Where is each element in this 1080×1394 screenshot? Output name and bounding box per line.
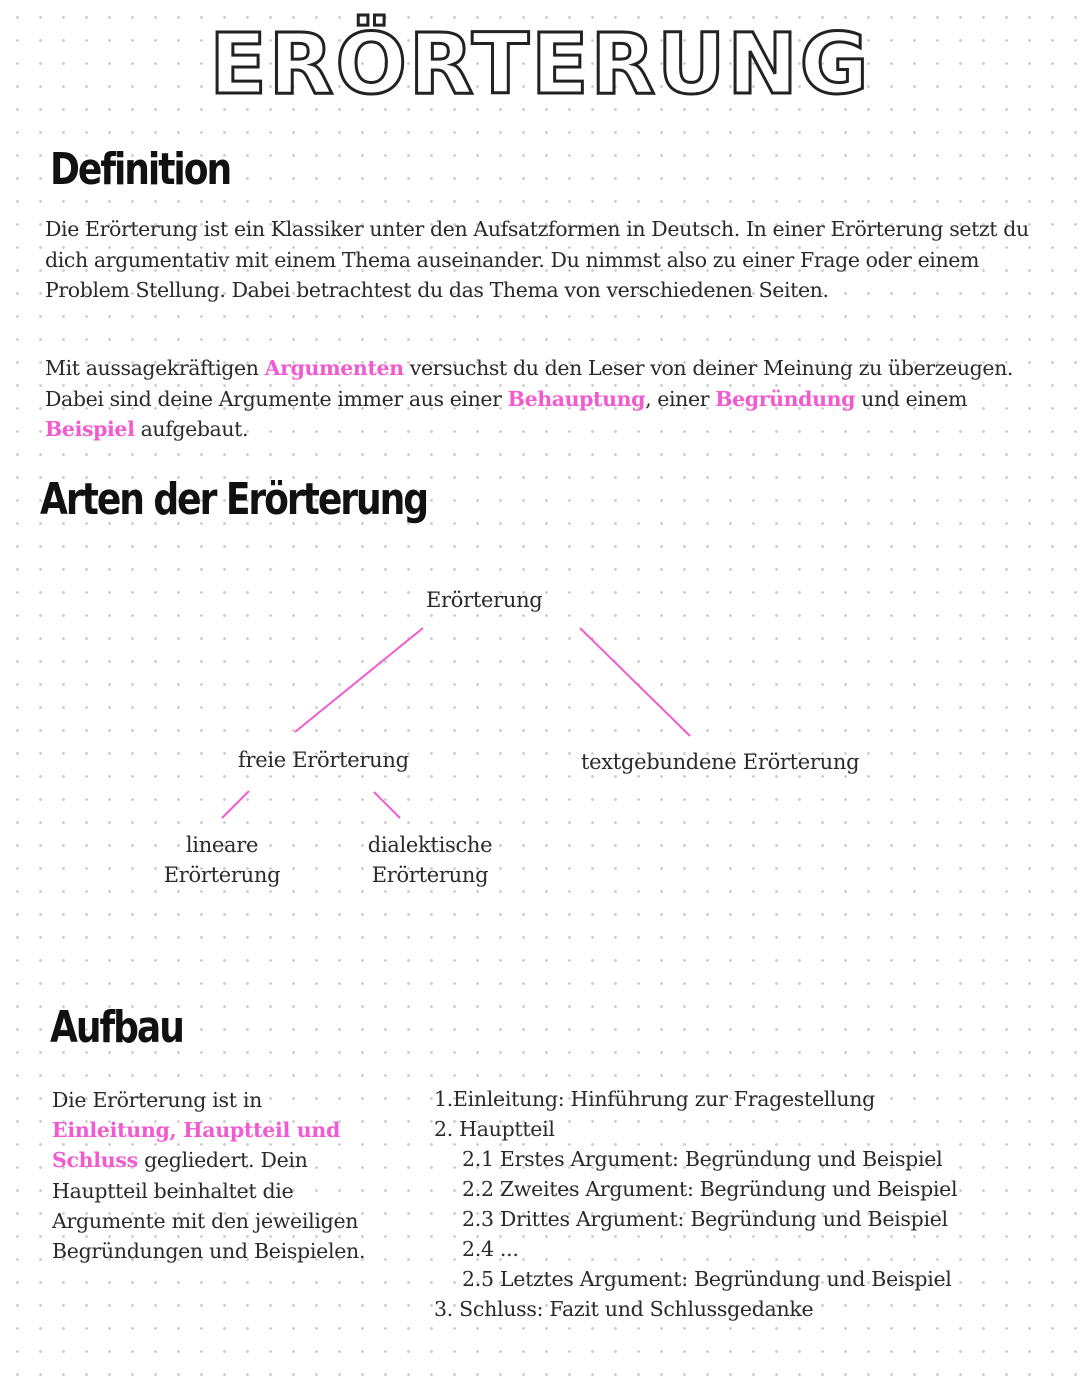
outline-item: 2.5 Letztes Argument: Begründung und Beispiel — [462, 1267, 952, 1291]
outline-item: 2.4 ... — [462, 1237, 519, 1261]
outline-item: 3. Schluss: Fazit und Schlussgedanke — [434, 1297, 814, 1321]
highlight-beispiel: Beispiel — [45, 417, 135, 441]
tree-node-dialectic-line2: Erörterung — [371, 863, 489, 887]
tree-node-dialectic — [345, 830, 515, 890]
arten-heading: Arten der Erörterung — [40, 474, 428, 525]
connector-free-dialectic — [374, 792, 400, 818]
text-segment: versuchst du den Leser von deiner Meinung zu überzeugen. Dabei sind deine Argumente immer aus einer — [45, 356, 1014, 411]
highlight-argumenten: Argumenten — [264, 356, 404, 380]
outline-item: 2.2 Zweites Argument: Begründung und Beispiel — [462, 1177, 958, 1201]
tree-node-root: Erörterung — [426, 588, 543, 612]
text-segment: Die Erörterung ist in — [52, 1088, 263, 1112]
highlight-begruendung: Begründung — [715, 386, 856, 411]
connector-root-textbound — [580, 628, 690, 736]
aufbau-description — [52, 1085, 392, 1266]
aufbau-outline — [434, 1084, 957, 1324]
tree-node-free: freie Erörterung — [238, 748, 409, 772]
outline-item: 2.1 Erstes Argument: Begründung und Beispiel — [462, 1147, 943, 1171]
text-segment: aufgebaut. — [134, 417, 249, 441]
outline-item: 1.Einleitung: Hinführung zur Fragestellung — [434, 1087, 875, 1111]
text-segment: gegliedert. Dein Hauptteil beinhaltet die Argumente mit den jeweiligen Begründungen und Beispielen. — [52, 1148, 366, 1264]
definition-heading: Definition — [50, 144, 231, 195]
aufbau-heading: Aufbau — [50, 1002, 183, 1053]
outline-item: 2. Hauptteil — [434, 1117, 555, 1141]
definition-paragraph-1: Die Erörterung ist ein Klassiker unter den Aufsatzformen in Deutsch. In einer Erörterung setzt du dich argumentativ mit einem Thema auseinander. Du nimmst also zu einer Frage oder einem Problem Stellung. Dabei betrachtest du das Thema von verschiedenen Seiten. — [45, 217, 1029, 302]
text-segment: und einem — [855, 386, 968, 411]
text-segment: , einer — [645, 386, 716, 411]
tree-node-linear — [142, 830, 302, 890]
highlight-gliederung: Einleitung, Hauptteil und Schluss — [52, 1118, 341, 1173]
page-title: ERÖRTERUNG — [209, 15, 871, 113]
tree-node-linear-line2: Erörterung — [163, 863, 281, 887]
highlight-behauptung: Behauptung — [507, 386, 646, 411]
connector-free-linear — [222, 791, 249, 818]
tree-node-linear-line1: lineare — [185, 833, 259, 857]
text-segment: Mit aussagekräftigen — [45, 356, 265, 380]
tree-node-textbound: textgebundene Erörterung — [581, 750, 860, 774]
connector-root-free — [295, 628, 423, 732]
tree-node-dialectic-line1: dialektische — [367, 833, 493, 857]
outline-item: 2.3 Drittes Argument: Begründung und Beispiel — [462, 1207, 948, 1231]
